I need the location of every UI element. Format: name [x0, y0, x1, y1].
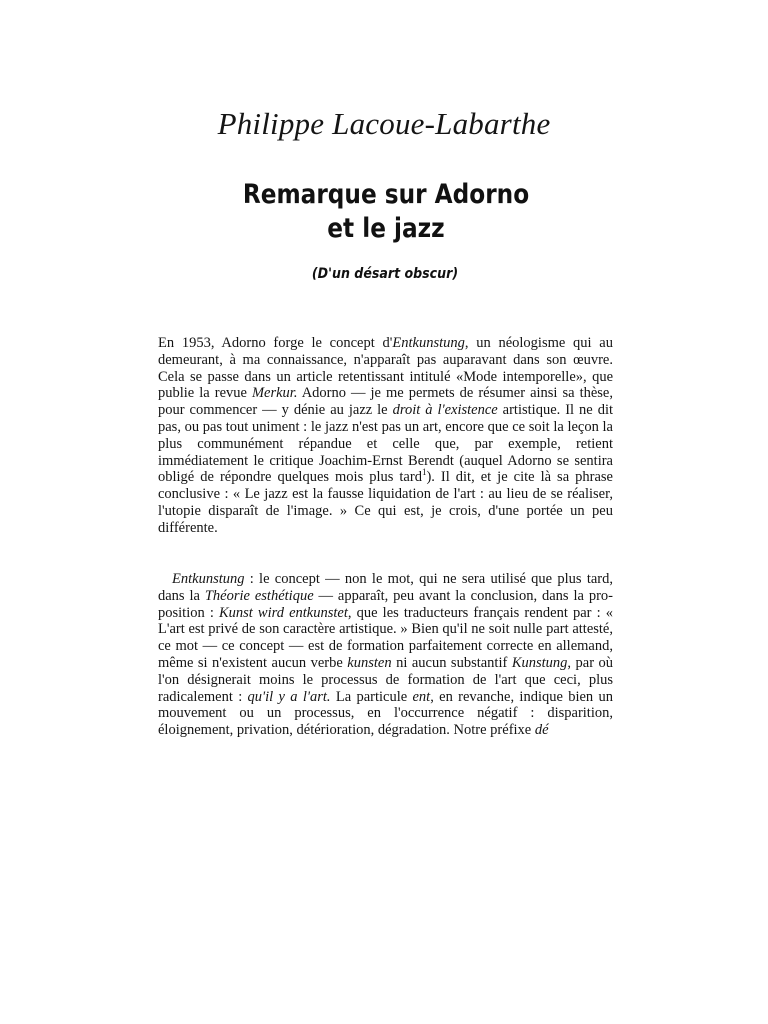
- author-name: Philippe Lacoue-Labarthe: [217, 106, 551, 141]
- text-span: Adorno — je me permets de résumer ainsi sa thèse, pour commencer — y dénie au jazz le: [158, 385, 613, 419]
- text-span: , un néologisme qui au demeurant, à ma connaissance, n'apparaît pas auparavant dans son œuvre. Cela se passe dans un article retentissant intitulé «Mode intemporelle», que publie la revue: [158, 335, 613, 402]
- italic-book-title: Théorie esthétique: [204, 587, 314, 604]
- italic-phrase: droit à l'existence: [392, 402, 498, 419]
- italic-term: Kunstung: [511, 654, 568, 671]
- text-span: La particule: [330, 688, 413, 705]
- italic-phrase: qu'il y a l'art.: [247, 688, 331, 705]
- italic-quote: Kunst wird entkunstet: [218, 604, 348, 621]
- text-span: ). Il dit, et je cite là sa phrase conclusive : « Le jazz est la fausse liquidation de l'art : au lieu de se réaliser, l'utopie disparaît de l'image. » Ce qui est, je crois, d'une portée un peu différente.: [158, 469, 613, 536]
- italic-term: dé: [534, 722, 549, 739]
- article-title-line-2: et le jazz: [327, 213, 445, 244]
- italic-term: Entkunstung: [172, 571, 245, 587]
- text-span: , que les traducteurs français rendent par : « L'art est privé de son caractère artistique. » Bien qu'il ne soit nulle part attesté, ce mot — ce concept — est de formation parfaitement correcte en allemand, même si n'existent aucun verbe: [158, 604, 613, 671]
- article-subtitle: (D'un désart obscur): [311, 266, 459, 282]
- text-span: — apparaît, peu avant la conclusion, dans la proposition :: [158, 587, 613, 621]
- text-span: En 1953, Adorno forge le concept d': [158, 335, 393, 351]
- italic-term: ent: [412, 688, 431, 705]
- body-paragraph-1: [158, 335, 613, 537]
- article-title: [54, 178, 718, 246]
- text-span: artistique. Il ne dit pas, ou pas tout uniment : le jazz n'est pas un art, encore que ce soit la leçon la plus communément répandue et celle que, par exemple, retient immédiatement le critique Joachim-Ernst Berendt (auquel Adorno se sentira obligé de répondre quelques mois plus tard: [158, 402, 614, 486]
- italic-term: Entkunstung: [392, 335, 465, 351]
- italic-journal-name: Merkur.: [251, 385, 298, 402]
- footnote-marker: 1: [421, 467, 427, 478]
- text-span: , en revanche, indique bien un mouvement ou un processus, en l'occurrence négatif : disparition, éloignement, privation, détérioration, dégradation. Notre préfixe: [158, 688, 613, 739]
- text-span: : le concept — non le mot, qui ne sera utilisé que plus tard, dans la: [158, 571, 613, 604]
- text-span: ni aucun substantif: [391, 654, 512, 671]
- italic-term: kunsten: [347, 654, 392, 671]
- body-paragraph-2: [158, 571, 613, 739]
- article-title-line-1: Remarque sur Adorno: [242, 179, 530, 210]
- text-span: , par où l'on désignerait moins le processus de formation de l'art que ceci, plus radicalement :: [158, 654, 614, 705]
